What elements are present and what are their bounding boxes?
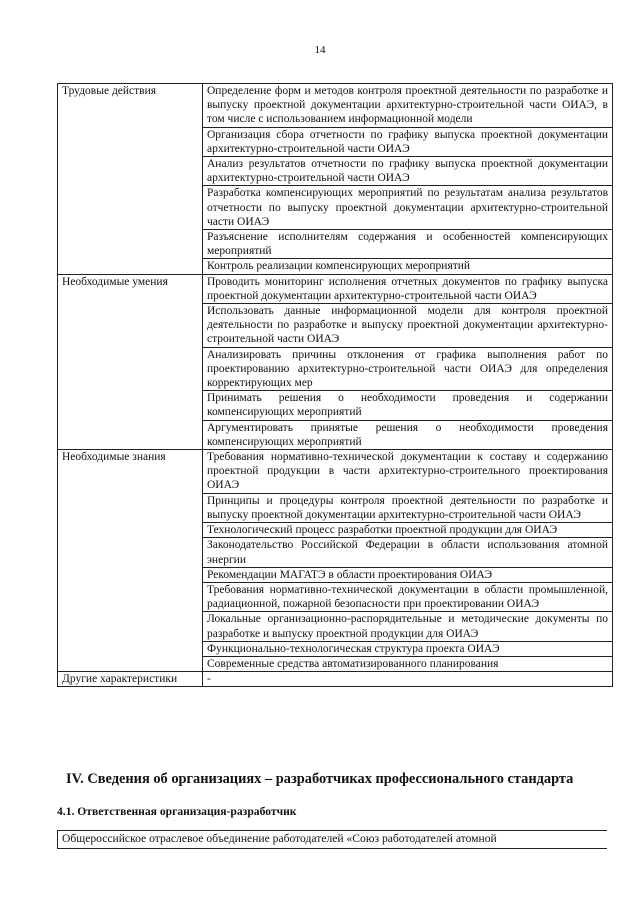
table-cell-item: Использовать данные информационной модели для контроля проектной деятельности по разработке и выпуску проектной документации архитектурно-строительной части ОИАЭ xyxy=(203,304,613,348)
subsection-heading: 4.1. Ответственная организация-разработчик xyxy=(57,805,297,818)
table-cell-item: Требования нормативно-технической документации в области промышленной, радиационной, пожарной безопасности при проектировании ОИАЭ xyxy=(203,582,613,611)
table-cell-item: Аргументировать принятые решения о необходимости проведения компенсирующих мероприятий xyxy=(203,420,613,449)
row-label-labor-actions: Трудовые действия xyxy=(58,84,203,275)
table-cell-item: Проводить мониторинг исполнения отчетных документов по графику выпуска проектной документации архитектурно-строительной части ОИАЭ xyxy=(203,274,613,303)
row-label-required-skills: Необходимые умения xyxy=(58,274,203,449)
table-cell-item: Законодательство Российской Федерации в области использования атомной энергии xyxy=(203,538,613,567)
organization-name-box: Общероссийское отраслевое объединение работодателей «Союз работодателей атомной xyxy=(57,830,607,849)
row-label-required-knowledge: Необходимые знания xyxy=(58,450,203,672)
row-label-other-characteristics: Другие характеристики xyxy=(58,672,203,687)
table-cell-item: Рекомендации МАГАТЭ в области проектирования ОИАЭ xyxy=(203,567,613,582)
table-cell-item: Принимать решения о необходимости проведения и содержании компенсирующих мероприятий xyxy=(203,391,613,420)
table-cell-item: Определение форм и методов контроля проектной деятельности по разработке и выпуску проектной документации архитектурно-строительной части ОИАЭ, в том числе с использованием информационной модели xyxy=(203,84,613,128)
table-cell-item: Требования нормативно-технической документации к составу и содержанию проектной продукции в части архитектурно-строительного проектирования ОИАЭ xyxy=(203,450,613,494)
table-cell-item: Организация сбора отчетности по графику выпуска проектной документации архитектурно-строительной части ОИАЭ xyxy=(203,127,613,156)
table-row xyxy=(58,450,613,494)
table-row xyxy=(58,274,613,303)
table-cell-item: Разработка компенсирующих мероприятий по результатам анализа результатов отчетности по выпуску проектной документации архитектурно-строительной части ОИАЭ xyxy=(203,186,613,230)
table-cell-item: Принципы и процедуры контроля проектной деятельности по разработке и выпуску проектной документации архитектурно-строительной части ОИАЭ xyxy=(203,493,613,522)
table-row xyxy=(58,84,613,128)
table-cell-item: Функционально-технологическая структура проекта ОИАЭ xyxy=(203,641,613,656)
table-cell-item: Контроль реализации компенсирующих мероприятий xyxy=(203,259,613,274)
table-cell-item: Локальные организационно-распорядительные и методические документы по разработке и выпуску проектной продукции для ОИАЭ xyxy=(203,612,613,641)
table-cell-item: - xyxy=(203,672,613,687)
table-cell-item: Технологический процесс разработки проектной продукции для ОИАЭ xyxy=(203,523,613,538)
table-cell-item: Разъяснение исполнителям содержания и особенностей компенсирующих мероприятий xyxy=(203,230,613,259)
section-heading: IV. Сведения об организациях – разработчиках профессионального стандарта xyxy=(66,771,574,787)
competency-table xyxy=(57,83,613,687)
table-cell-item: Анализировать причины отклонения от графика выполнения работ по проектированию архитектурно-строительной части ОИАЭ для определения корректирующих мер xyxy=(203,347,613,391)
table-cell-item: Анализ результатов отчетности по графику выпуска проектной документации архитектурно-строительной части ОИАЭ xyxy=(203,157,613,186)
competency-table-body xyxy=(58,84,613,687)
table-row xyxy=(58,672,613,687)
table-cell-item: Современные средства автоматизированного планирования xyxy=(203,656,613,671)
page-number: 14 xyxy=(314,44,326,56)
